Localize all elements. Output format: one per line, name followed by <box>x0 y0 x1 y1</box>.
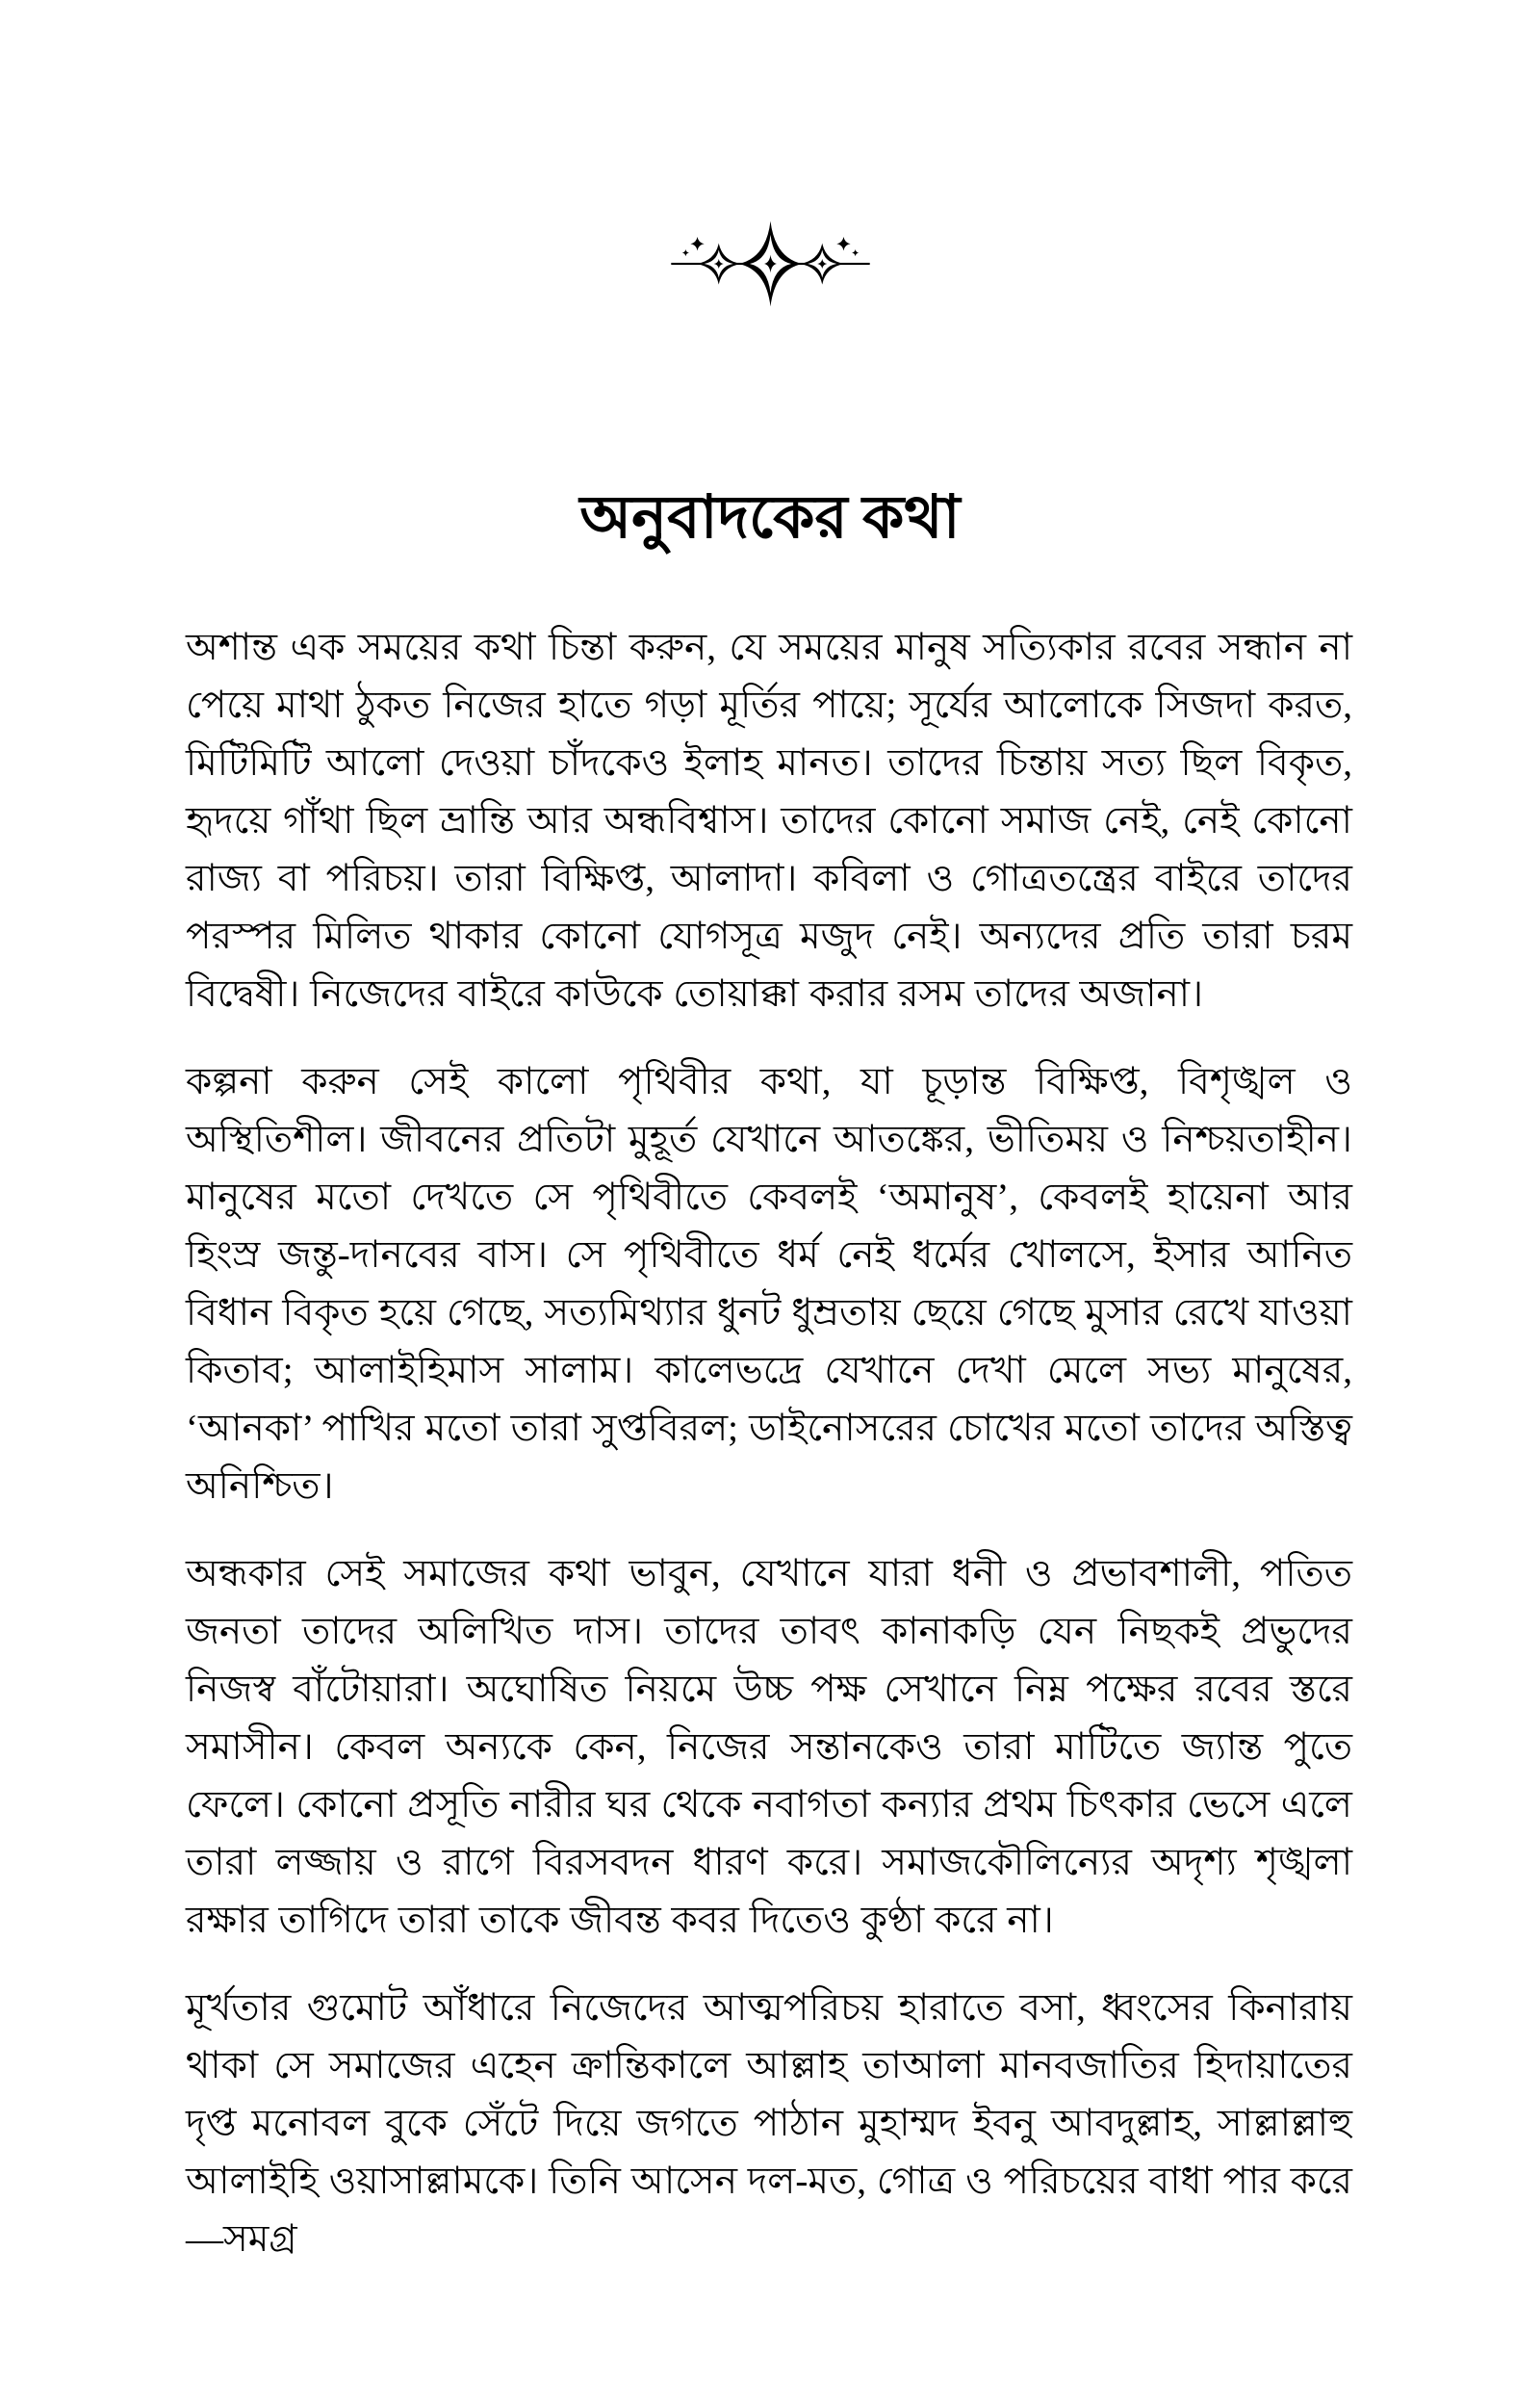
sparkle-divider-icon <box>667 218 874 310</box>
chapter-ornament <box>0 218 1540 310</box>
body-paragraph: অশান্ত এক সময়ের কথা চিন্তা করুন, যে সময়ের মানুষ সত্যিকার রবের সন্ধান না পেয়ে মাথা ঠুকত নিজের হাতে গড়া মূর্তির পায়ে; সূর্যের আলোকে সিজদা করত, মিটিমিটি আলো দেওয়া চাঁদকেও ইলাহ মানত। তাদের চিন্তায় সত্য ছিল বিকৃত, হৃদয়ে গাঁথা ছিল ভ্রান্তি আর অন্ধবিশ্বাস। তাদের কোনো সমাজ নেই, নেই কোনো রাজ্য বা পরিচয়। তারা বিক্ষিপ্ত, আলাদা। কবিলা ও গোত্রতন্ত্রের বাইরে তাদের পরস্পর মিলিত থাকার কোনো যোগসূত্র মজুদ নেই। অন্যদের প্রতি তারা চরম বিদ্বেষী। নিজেদের বাইরে কাউকে তোয়াক্কা করার রসম তাদের অজানা। <box>186 627 1352 1015</box>
body-paragraph: কল্পনা করুন সেই কালো পৃথিবীর কথা, যা চূড়ান্ত বিক্ষিপ্ত, বিশৃঙ্খল ও অস্থিতিশীল। জীবনের প্রতিটা মুহূর্ত যেখানে আতঙ্কের, ভীতিময় ও নিশ্চয়তাহীন। মানুষের মতো দেখতে সে পৃথিবীতে কেবলই ‘অমানুষ’, কেবলই হায়েনা আর হিংস্র জন্তু-দানবের বাস। সে পৃথিবীতে ধর্ম নেই ধর্মের খোলসে, ইসার আনিত বিধান বিকৃত হয়ে গেছে, সত্যমিথ্যার ধুনট ধুম্রতায় ছেয়ে গেছে মুসার রেখে যাওয়া কিতাব; আলাইহিমাস সালাম। কালেভদ্রে যেখানে দেখা মেলে সভ্য মানুষের, ‘আনকা’ পাখির মতো তারা সুপ্তবিরল; ডাইনোসরের চোখের মতো তাদের অস্তিত্ব অনিশ্চিত। <box>186 1061 1352 1507</box>
chapter-title: অনুবাদকের কথা <box>579 485 961 551</box>
body-paragraph: মূর্খতার গুমোট আঁধারে নিজেদের আত্মপরিচয় হারাতে বসা, ধ্বংসের কিনারায় থাকা সে সমাজের এহেন ক্রান্তিকালে আল্লাহ তাআলা মানবজাতির হিদায়াতের দৃপ্ত মনোবল বুকে সেঁটে দিয়ে জগতে পাঠান মুহাম্মদ ইবনু আবদুল্লাহ, সাল্লাল্লাহু আলাইহি ওয়াসাল্লামকে। তিনি আসেন দল-মত, গোত্র ও পরিচয়ের বাধা পার করে—সমগ্র <box>186 1987 1352 2260</box>
chapter-body <box>186 619 1352 2298</box>
body-paragraph: অন্ধকার সেই সমাজের কথা ভাবুন, যেখানে যারা ধনী ও প্রভাবশালী, পতিত জনতা তাদের অলিখিত দাস। তাদের তাবৎ কানাকড়ি যেন নিছকই প্রভুদের নিজস্ব বাঁটোয়ারা। অঘোষিত নিয়মে উচ্চ পক্ষ সেখানে নিম্ন পক্ষের রবের স্তরে সমাসীন। কেবল অন্যকে কেন, নিজের সন্তানকেও তারা মাটিতে জ্যান্ত পুতে ফেলে। কোনো প্রসূতি নারীর ঘর থেকে নবাগতা কন্যার প্রথম চিৎকার ভেসে এলে তারা লজ্জায় ও রাগে বিরসবদন ধারণ করে। সমাজকৌলিন্যের অদৃশ্য শৃঙ্খলা রক্ষার তাগিদে তারা তাকে জীবন্ত কবর দিতেও কুণ্ঠা করে না। <box>186 1553 1352 1941</box>
